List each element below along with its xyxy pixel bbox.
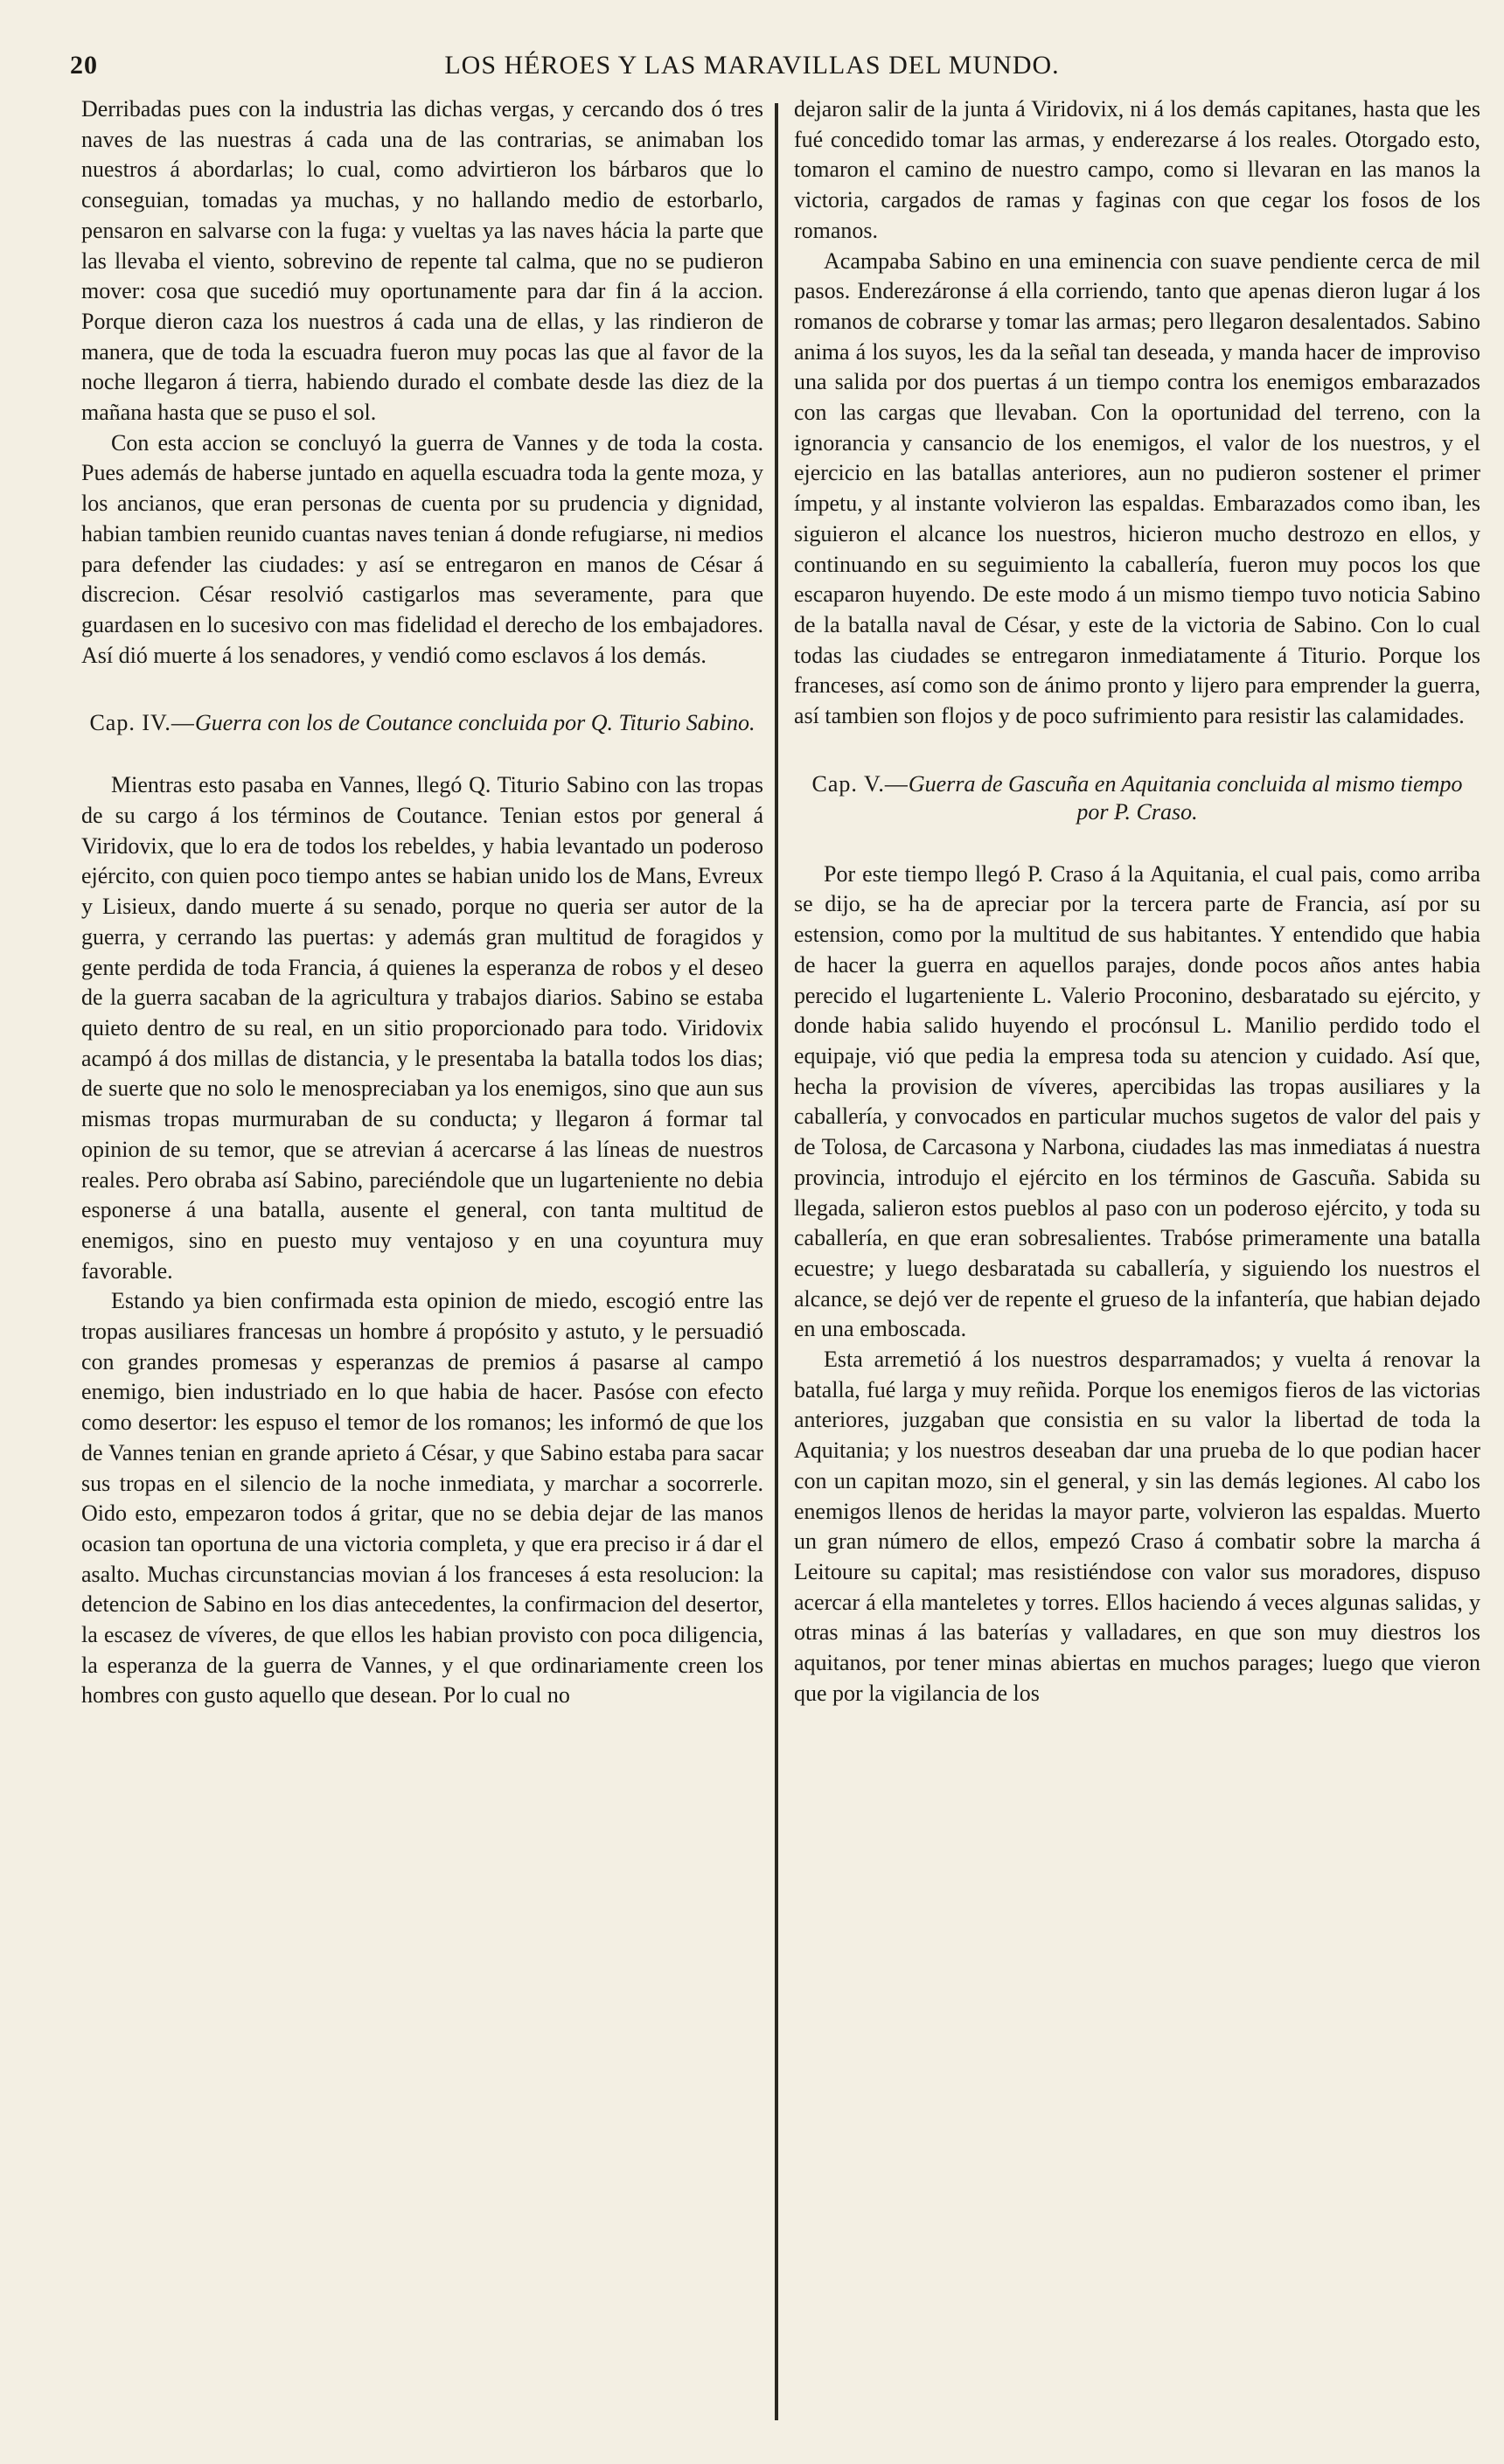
chapter-title: Guerra de Gascuña en Aquitania concluida al mismo tiempo por P. Craso. [908, 770, 1463, 825]
left-column [81, 94, 763, 1711]
right-column [794, 94, 1480, 1709]
chapter-heading [81, 709, 763, 737]
paragraph: Por este tiempo llegó P. Craso á la Aquitania, el cual pais, como arriba se dijo, se ha de apreciar por la tercera parte de Francia, así por su estension, como por la multitud de sus habitantes. Y entendido que habia de hacer la guerra en aquellos parajes, donde pocos años antes habia perecido el lugarteniente L. Valerio Proconino, desbaratado su ejército, y donde habia salido huyendo el procónsul L. Manilio perdido todo el equipaje, vió que pedia la empresa toda su atencion y cuidado. Así que, hecha la provision de víveres, apercibidas las tropas ausiliares y la caballería, y convocados en particular muchos sugetos de valor del pais y de Tolosa, de Carcasona y Narbona, ciudades las mas inmediatas á nuestra provincia, introdujo el ejército en los términos de Gascuña. Sabida su llegada, salieron estos pueblos al paso con un poderoso ejército, y toda su caballería, en que eran sobresalientes. Trabóse primeramente una batalla ecuestre; y luego desbaratada su caballería, y siguiendo los nuestros el alcance, se dejó ver de repente el grueso de la infantería, que habian dejado en una emboscada. [794, 860, 1480, 1342]
paragraph: Acampaba Sabino en una eminencia con suave pendiente cerca de mil pasos. Enderezáronse á ella corriendo, tanto que apenas dieron lugar á los romanos de cobrarse y tomar las armas; pero llegaron desalentados. Sabino anima á los suyos, les da la señal tan deseada, y manda hacer de improviso una salida por dos puertas á un tiempo contra los enemigos embarazados con las cargas que llevaban. Con la oportunidad del terreno, con la ignorancia y cansancio de los enemigos, el valor de los nuestros, y el ejercicio en las batallas anteriores, aun no pudieron sostener el primer ímpetu, y al instante volvieron las espaldas. Embarazados como iban, les siguieron el alcance los nuestros, hicieron mucho destrozo en ellos, y continuando en su seguimiento la caballería, fueron muy pocos los que escaparon huyendo. De este modo á un mismo tiempo tuvo noticia Sabino de la batalla naval de César, y este de la victoria de Sabino. Con lo cual todas las ciudades se entregaron inmediatamente á Titurio. Porque los franceses, así como son de ánimo pronto y lijero para emprender la guerra, así tambien son flojos y de poco sufrimiento para resistir las calamidades. [794, 247, 1480, 729]
page-number: 20 [70, 51, 98, 80]
chapter-heading [794, 770, 1480, 826]
paragraph: Estando ya bien confirmada esta opinion de miedo, escogió entre las tropas ausiliares francesas un hombre á propósito y astuto, y le persuadió con grandes promesas y esperanzas de premios á pasarse al campo enemigo, bien industriado en lo que habia de hacer. Pasóse con efecto como desertor: les espuso el temor de los romanos; les informó de que los de Vannes tenian en grande aprieto á César, y que Sabino estaba para sacar sus tropas en el silencio de la noche inmediata, y marchar a socorrerle. Oido esto, empezaron todos á gritar, que no se debia dejar de las manos ocasion tan oportuna de una victoria completa, y que era preciso ir á dar el asalto. Muchas circunstancias movian á los franceses á esta resolucion: la detencion de Sabino en los dias antecedentes, la confirmacion del desertor, la escasez de víveres, de que ellos les habian provisto con poca diligencia, la esperanza de la guerra de Vannes, y el que ordinariamente creen los hombres con gusto aquello que desean. Por lo cual no [81, 1288, 763, 1709]
paragraph: Mientras esto pasaba en Vannes, llegó Q. Titurio Sabino con las tropas de su cargo á los términos de Coutance. Tenian estos por general á Viridovix, que lo era de todos los rebeldes, y habia levantado un poderoso ejército, con quien poco tiempo antes se habian unido los de Mans, Evreux y Lisieux, dando muerte á su senado, porque no queria ser autor de la guerra, y cerrando las puertas: y además gran multitud de foragidos y gente perdida de toda Francia, á quienes la esperanza de robos y el deseo de la guerra sacaban de la agricultura y trabajos diarios. Sabino se estaba quieto dentro de su real, en un sitio proporcionado para todo. Viridovix acampó á dos millas de distancia, y le presentaba la batalla todos los dias; de suerte que no solo le menospreciaban ya los enemigos, sino que aun sus mismas tropas murmuraban de su conducta; y llegaron á formar tal opinion de su temor, que se atrevian á acercarse á las líneas de nuestros reales. Pero obraba así Sabino, pareciéndole que un lugarteniente no debia esponerse á una batalla, ausente el general, con tanta multitud de enemigos, sino en puesto muy ventajoso y en una coyuntura muy favorable. [81, 772, 763, 1284]
paragraph: Derribadas pues con la industria las dichas vergas, y cercando dos ó tres naves de las nuestras á cada una de las contrarias, se animaban los nuestros á abordarlas; lo cual, como advirtieron los bárbaros que lo conseguian, tomadas ya muchas, y no hallando medio de estorbarlo, pensaron en salvarse con la fuga: y vueltas ya las naves hácia la parte que las llevaba el viento, sobrevino de repente tal calma, que no se pudieron mover: cosa que sucedió muy oportunamente para dar fin á la accion. Porque dieron caza los nuestros á cada una de ellas, y las rindieron de manera, que de toda la escuadra fueron muy pocas las que al favor de la noche llegaron á tierra, habiendo durado el combate desde las diez de la mañana hasta que se puso el sol. [81, 96, 763, 426]
running-title: LOS HÉROES Y LAS MARAVILLAS DEL MUNDO. [444, 51, 1060, 80]
chapter-title: Guerra con los de Coutance concluida por Q. Titurio Sabino. [194, 710, 755, 736]
paragraph: Con esta accion se concluyó la guerra de Vannes y de toda la costa. Pues además de haberse juntado en aquella escuadra toda la gente moza, y los ancianos, que eran personas de cuenta por su prudencia y dignidad, habian tambien reunido cuantas naves tenian á donde refugiarse, ni medios para defender las ciudades: y así se entregaron en manos de César á discrecion. César resolvió castigarlos mas severamente, para que guardasen en lo sucesivo con mas fidelidad el derecho de los embajadores. Así dió muerte á los senadores, y vendió como esclavos á los demás. [81, 429, 763, 668]
running-header [0, 51, 1504, 86]
chapter-label: Cap. V.— [811, 770, 909, 797]
column-divider [775, 103, 778, 2420]
paragraph: dejaron salir de la junta á Viridovix, ni á los demás capitanes, hasta que les fué concedido tomar las armas, y enderezarse á los reales. Otorgado esto, tomaron el camino de nuestro campo, como si llevaran en las manos la victoria, cargados de ramas y faginas con que cegar los fosos de los romanos. [794, 96, 1480, 243]
paragraph: Esta arremetió á los nuestros desparramados; y vuelta á renovar la batalla, fué larga y muy reñida. Porque los enemigos fieros de las victorias anteriores, juzgaban que consistia en su valor la libertad de toda la Aquitania; y los nuestros deseaban dar una prueba de lo que podian hacer con un capitan mozo, sin el general, y sin las demás legiones. Al cabo los enemigos llenos de heridas la mayor parte, volvieron las espaldas. Muerto un gran número de ellos, empezó Craso á combatir sobre la marcha á Leitoure su capital; mas resistiéndose con valor sus moradores, dispuso acercar á ella manteletes y torres. Ellos haciendo á veces algunas salidas, y otras minas á las baterías y valladares, en que son muy diestros los aquitanos, por tener minas abiertas en muchos parages; luego que vieron que por la vigilancia de los [794, 1347, 1480, 1706]
chapter-label: Cap. IV.— [89, 710, 195, 736]
